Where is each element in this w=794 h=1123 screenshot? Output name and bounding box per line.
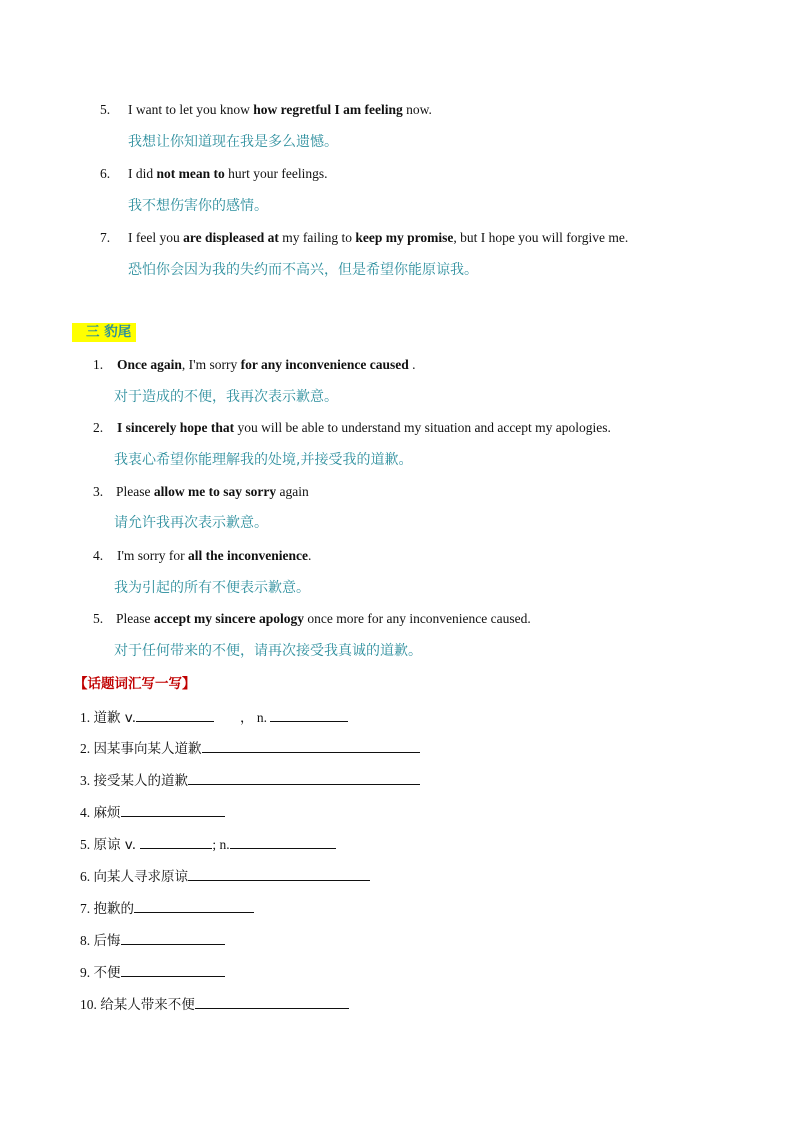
sentence-item xyxy=(100,101,432,119)
sentence-item xyxy=(93,547,311,565)
answer-blank[interactable] xyxy=(134,898,254,913)
vocab-number: 8. xyxy=(80,933,91,948)
translation: 对于造成的不便，我再次表示歉意。 xyxy=(114,389,338,405)
vocab-number: 9. xyxy=(80,965,91,980)
vocab-row xyxy=(80,738,420,758)
vocab-number: 7. xyxy=(80,901,91,916)
sentence-text: you will be able to understand my situation and accept my apologies. xyxy=(234,420,611,435)
vocab-separator: ， n. xyxy=(240,710,271,725)
answer-blank[interactable] xyxy=(121,962,225,977)
item-number: 6. xyxy=(100,166,111,181)
sentence-item xyxy=(93,610,531,628)
sentence-text: again xyxy=(276,484,309,499)
item-number: 5. xyxy=(100,102,111,117)
vocab-label: 麻烦 xyxy=(93,805,121,821)
translation: 对于任何带来的不便，请再次接受我真诚的道歉。 xyxy=(114,643,422,659)
key-phrase: keep my promise xyxy=(355,230,454,245)
translation: 我不想伤害你的感情。 xyxy=(128,198,268,214)
vocab-label: 不便 xyxy=(93,965,121,981)
vocab-number: 1. xyxy=(80,710,91,725)
item-number: 4. xyxy=(93,548,104,563)
section-heading xyxy=(72,323,136,342)
vocab-label: 原谅 v. xyxy=(93,837,141,853)
item-number: 3. xyxy=(93,484,104,499)
answer-blank[interactable] xyxy=(202,738,420,753)
key-phrase: how regretful I am feeling xyxy=(253,102,403,117)
vocab-label: 后悔 xyxy=(93,933,121,949)
vocab-row xyxy=(80,898,254,918)
vocab-row xyxy=(80,802,225,822)
vocab-title: 【话题词汇写一写】 xyxy=(74,676,196,692)
sentence-item xyxy=(100,165,327,183)
answer-blank[interactable] xyxy=(188,770,420,785)
vocab-label: 向某人寻求原谅 xyxy=(93,869,188,885)
answer-blank-verb[interactable] xyxy=(136,707,214,722)
vocab-row xyxy=(80,994,349,1014)
answer-blank[interactable] xyxy=(188,866,370,881)
item-number: 1. xyxy=(93,357,104,372)
vocab-row xyxy=(80,834,336,854)
sentence-text: . xyxy=(308,548,312,563)
translation: 恐怕你会因为我的失约而不高兴，但是希望你能原谅我。 xyxy=(128,262,478,278)
vocab-row xyxy=(80,866,370,886)
item-number: 7. xyxy=(100,230,111,245)
item-number: 2. xyxy=(93,420,104,435)
sentence-text: , I'm sorry xyxy=(181,357,241,372)
key-phrase: I sincerely hope that xyxy=(117,420,235,435)
sentence-text: my failing to xyxy=(278,230,356,245)
answer-blank[interactable] xyxy=(121,802,225,817)
sentence-item xyxy=(93,356,415,374)
vocab-number: 4. xyxy=(80,805,91,820)
sentence-text: Please xyxy=(116,484,154,499)
sentence-text: I'm sorry for xyxy=(117,548,189,563)
sentence-text: I want to let you know xyxy=(128,102,254,117)
sentence-item xyxy=(93,419,611,437)
vocab-number: 3. xyxy=(80,773,91,788)
translation: 请允许我再次表示歉意。 xyxy=(114,515,268,531)
vocab-label: 给某人带来不便 xyxy=(100,997,195,1013)
sentence-text: once more for any inconvenience caused. xyxy=(303,611,531,626)
vocab-number: 5. xyxy=(80,837,91,852)
section-heading-text: 三 豹尾 xyxy=(86,324,132,340)
sentence-item xyxy=(100,229,628,247)
item-number: 5. xyxy=(93,611,104,626)
sentence-text: now. xyxy=(402,102,432,117)
vocab-separator: ; n. xyxy=(212,837,230,852)
sentence-text: , but I hope you will forgive me. xyxy=(453,230,629,245)
sentence-text: I did xyxy=(128,166,157,181)
sentence-text: . xyxy=(408,357,416,372)
vocab-number: 6. xyxy=(80,869,91,884)
key-phrase: for any inconvenience caused xyxy=(240,357,409,372)
vocab-number: 2. xyxy=(80,741,91,756)
answer-blank[interactable] xyxy=(195,994,349,1009)
vocab-row xyxy=(80,707,348,727)
vocab-row xyxy=(80,930,225,950)
translation: 我为引起的所有不便表示歉意。 xyxy=(114,580,310,596)
vocab-label: 接受某人的道歉 xyxy=(93,773,188,789)
vocab-row xyxy=(80,962,225,982)
sentence-text: Please xyxy=(116,611,154,626)
vocab-number: 10. xyxy=(80,997,97,1012)
key-phrase: allow me to say sorry xyxy=(153,484,277,499)
key-phrase: all the inconvenience xyxy=(188,548,309,563)
answer-blank-noun[interactable] xyxy=(230,834,336,849)
answer-blank-verb[interactable] xyxy=(140,834,212,849)
vocab-label: 因某事向某人道歉 xyxy=(93,741,202,757)
sentence-text: hurt your feelings. xyxy=(224,166,328,181)
key-phrase: accept my sincere apology xyxy=(153,611,304,626)
translation: 我衷心希望你能理解我的处境,并接受我的道歉。 xyxy=(114,452,413,468)
sentence-item xyxy=(93,483,309,501)
sentence-text: I feel you xyxy=(128,230,184,245)
translation: 我想让你知道现在我是多么遗憾。 xyxy=(128,134,338,150)
vocab-label: 道歉 v. xyxy=(93,710,137,726)
vocab-row xyxy=(80,770,420,790)
key-phrase: Once again xyxy=(117,357,182,372)
key-phrase: are displeased at xyxy=(183,230,279,245)
key-phrase: not mean to xyxy=(156,166,225,181)
answer-blank[interactable] xyxy=(121,930,225,945)
vocab-label: 抱歉的 xyxy=(93,901,134,917)
answer-blank-noun[interactable] xyxy=(270,707,348,722)
